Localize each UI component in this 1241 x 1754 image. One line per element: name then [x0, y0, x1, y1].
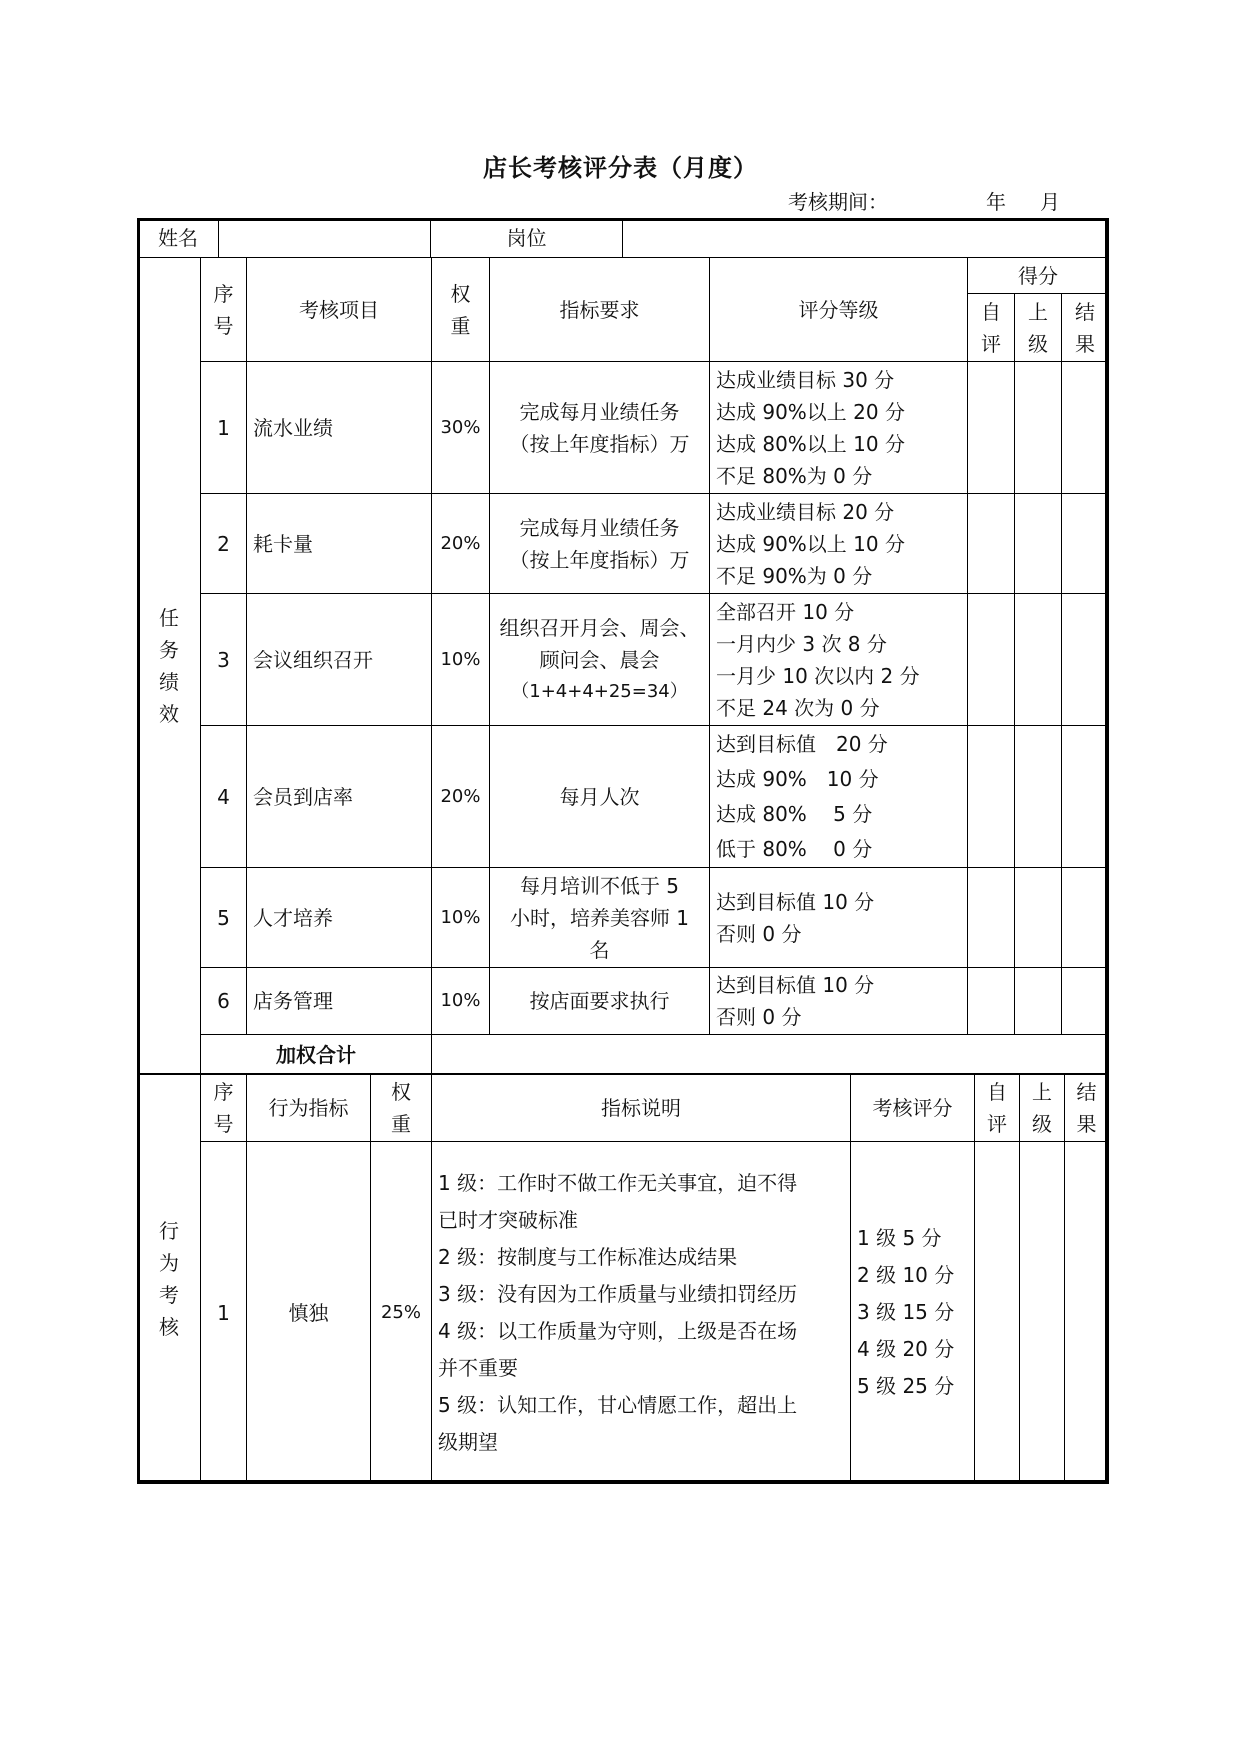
- row-grade: 达到目标值 10 分 否则 0 分: [710, 868, 968, 968]
- col-rating: 考核评分: [851, 1074, 975, 1142]
- col-description: 指标说明: [432, 1074, 851, 1142]
- row-description: 1 级：工作时不做工作无关事宜，迫不得 已时才突破标准 2 级：按制度与工作标准达成结果 3 级：没有因为工作质量与业绩扣罚经历 4 级：以工作质量为守则，上级是否在场 并不重要 5 级：认知工作，甘心情愿工作，超出上 级期望: [432, 1142, 851, 1484]
- row-seq: 6: [201, 968, 247, 1035]
- row-requirement: 每月人次: [490, 726, 710, 868]
- period-year: 年: [986, 190, 1006, 214]
- result-score-cell[interactable]: [1062, 868, 1109, 968]
- col-weight: 权重: [371, 1074, 432, 1142]
- row-seq: 4: [201, 726, 247, 868]
- row-seq: 5: [201, 868, 247, 968]
- row-weight: 20%: [432, 726, 490, 868]
- table-row: [138, 968, 1109, 1035]
- row-seq: 1: [201, 1142, 247, 1484]
- col-seq: 序号: [201, 258, 247, 362]
- row-requirement: 按店面要求执行: [490, 968, 710, 1035]
- row-seq: 2: [201, 494, 247, 594]
- row-grade: 达成业绩目标 20 分 达成 90%以上 10 分 不足 90%为 0 分: [710, 494, 968, 594]
- table-row: [138, 726, 1109, 868]
- superior-score-cell[interactable]: [1015, 868, 1062, 968]
- col-superior: 上级: [1020, 1074, 1065, 1142]
- page-title: 店长考核评分表（月度）: [483, 154, 758, 182]
- table-row: [138, 1142, 1109, 1484]
- result-score-cell[interactable]: [1062, 594, 1109, 726]
- col-indicator: 行为指标: [247, 1074, 371, 1142]
- superior-score-cell[interactable]: [1015, 362, 1062, 494]
- behavior-table: [137, 1073, 1109, 1484]
- row-seq: 1: [201, 362, 247, 494]
- period-label: 考核期间：: [788, 190, 888, 214]
- col-self: 自评: [968, 294, 1015, 362]
- row-grade: 达成业绩目标 30 分 达成 90%以上 20 分 达成 80%以上 10 分 不足 80%为 0 分: [710, 362, 968, 494]
- task-section-label: 任务绩效: [138, 258, 201, 1075]
- superior-score-cell[interactable]: [1015, 494, 1062, 594]
- self-score-cell[interactable]: [968, 362, 1015, 494]
- result-score-cell[interactable]: [1062, 494, 1109, 594]
- table-row: [138, 868, 1109, 968]
- superior-score-cell[interactable]: [1015, 594, 1062, 726]
- row-weight: 10%: [432, 968, 490, 1035]
- row-weight: 10%: [432, 594, 490, 726]
- row-item: 流水业绩: [247, 362, 432, 494]
- row-grade: 达到目标值 10 分 否则 0 分: [710, 968, 968, 1035]
- col-grade: 评分等级: [710, 258, 968, 362]
- result-score-cell[interactable]: [1062, 726, 1109, 868]
- self-score-cell[interactable]: [968, 726, 1015, 868]
- row-requirement: 完成每月业绩任务 （按上年度指标）万: [490, 494, 710, 594]
- weighted-total-label: 加权合计: [201, 1035, 432, 1075]
- col-weight: 权重: [432, 258, 490, 362]
- row-item: 会议组织召开: [247, 594, 432, 726]
- period-month: 月: [1040, 190, 1060, 214]
- row-weight: 20%: [432, 494, 490, 594]
- row-grade: 全部召开 10 分 一月内少 3 次 8 分 一月少 10 次以内 2 分 不足 24 次为 0 分: [710, 594, 968, 726]
- row-requirement: 每月培训不低于 5 小时，培养美容师 1 名: [490, 868, 710, 968]
- result-score-cell[interactable]: [1062, 362, 1109, 494]
- col-requirement: 指标要求: [490, 258, 710, 362]
- name-label: 姓名: [138, 219, 219, 258]
- result-score-cell[interactable]: [1062, 968, 1109, 1035]
- col-item: 考核项目: [247, 258, 432, 362]
- row-seq: 3: [201, 594, 247, 726]
- row-indicator: 慎独: [247, 1142, 371, 1484]
- row-requirement: 组织召开月会、周会、 顾问会、晨会 （1+4+4+25=34）: [490, 594, 710, 726]
- row-item: 耗卡量: [247, 494, 432, 594]
- col-superior: 上级: [1015, 294, 1062, 362]
- task-table: [137, 257, 1109, 1075]
- self-score-cell[interactable]: [968, 868, 1015, 968]
- col-result: 结果: [1062, 294, 1109, 362]
- col-seq: 序号: [201, 1074, 247, 1142]
- col-score: 得分: [968, 258, 1109, 294]
- superior-score-cell[interactable]: [1015, 968, 1062, 1035]
- superior-score-cell[interactable]: [1015, 726, 1062, 868]
- row-weight: 25%: [371, 1142, 432, 1484]
- self-score-cell[interactable]: [968, 494, 1015, 594]
- position-field[interactable]: [623, 219, 1109, 258]
- row-item: 人才培养: [247, 868, 432, 968]
- weighted-total-value[interactable]: [432, 1035, 1109, 1075]
- row-weight: 10%: [432, 868, 490, 968]
- behavior-section-label: 行为考核: [138, 1074, 201, 1484]
- self-score-cell[interactable]: [968, 594, 1015, 726]
- table-row: [138, 594, 1109, 726]
- name-field[interactable]: [219, 219, 431, 258]
- row-item: 店务管理: [247, 968, 432, 1035]
- row-rating: 1 级 5 分 2 级 10 分 3 级 15 分 4 级 20 分 5 级 25 分: [851, 1142, 975, 1484]
- row-weight: 30%: [432, 362, 490, 494]
- position-label: 岗位: [431, 219, 623, 258]
- row-item: 会员到店率: [247, 726, 432, 868]
- header-table: [137, 218, 1109, 258]
- col-result: 结果: [1065, 1074, 1109, 1142]
- superior-score-cell[interactable]: [1020, 1142, 1065, 1484]
- result-score-cell[interactable]: [1065, 1142, 1109, 1484]
- table-row: [138, 362, 1109, 494]
- row-grade: 达到目标值 20 分 达成 90% 10 分 达成 80% 5 分 低于 80% 0 分: [710, 726, 968, 868]
- table-row: [138, 494, 1109, 594]
- col-self: 自评: [975, 1074, 1020, 1142]
- self-score-cell[interactable]: [968, 968, 1015, 1035]
- row-requirement: 完成每月业绩任务 （按上年度指标）万: [490, 362, 710, 494]
- self-score-cell[interactable]: [975, 1142, 1020, 1484]
